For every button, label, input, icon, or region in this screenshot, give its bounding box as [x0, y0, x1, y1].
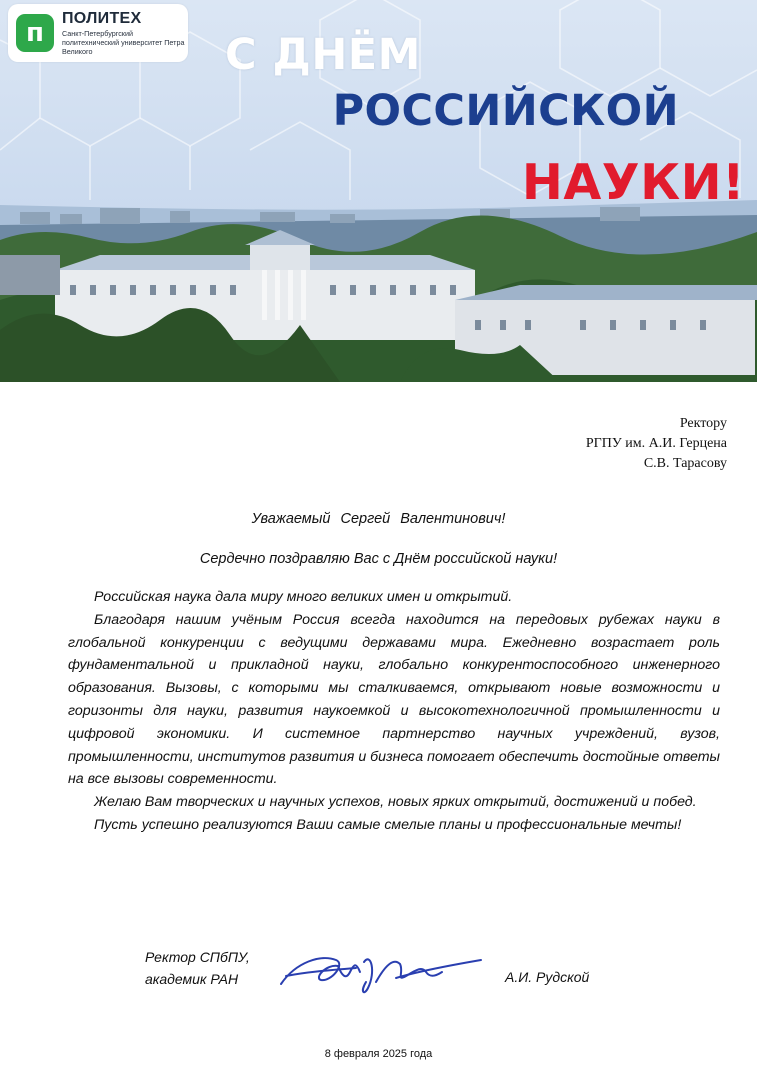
signatory-title-line-2: академик РАН — [145, 971, 239, 987]
signatory-title-line-1: Ректор СПбПУ, — [145, 949, 250, 965]
signatory-title — [145, 946, 250, 990]
recipient-line-3: С.В. Тарасову — [643, 456, 727, 471]
header-banner — [0, 0, 757, 382]
heading-line-2: РОССИЙСКОЙ — [332, 86, 679, 136]
greeting: Сердечно поздравляю Вас с Днём российской науки! — [199, 551, 558, 567]
handwritten-signature — [276, 942, 486, 1002]
paragraph: Российская наука дала миру много великих имен и открытий. — [94, 589, 513, 605]
letter-date: 8 февраля 2025 года — [324, 1048, 433, 1060]
letter-text — [68, 586, 720, 837]
logo-name: ПОЛИТЕХ — [62, 10, 142, 27]
paragraph: Благодаря нашим учёным Россия всегда находится на передовых рубежах науки в глобальной конкуренции с ведущими державами мира. Ежедневно возрастает роль фундаментальной и прикладной науки, глобально конкурентоспособного инженерного образования. Вызовы, с которыми мы сталкиваемся, открывают новые возможности и горизонты для науки, развития наукоемкой и высокотехнологичной промышленности и цифровой экономики. И системное партнерство научных учреждений, вузов, промышленности, институтов развития и бизнеса помогает обеспечить достойные ответы на все вызовы современности. — [68, 611, 720, 788]
heading-line-1: С ДНЁМ — [225, 30, 421, 80]
polytech-logo-icon: ᴨ — [16, 14, 54, 52]
university-logo — [8, 4, 188, 62]
paragraph: Пусть успешно реализуются Ваши самые смелые планы и профессиональные мечты! — [94, 816, 682, 833]
paragraph: Желаю Вам творческих и научных успехов, новых ярких открытий, достижений и побед. — [94, 794, 697, 811]
recipient-line-2: РГПУ им. А.И. Герцена — [585, 436, 727, 451]
signatory-name: А.И. Рудской — [505, 969, 590, 985]
logo-subtitle: Санкт-Петербургский политехнический университет Петра Великого — [62, 29, 185, 56]
letter-body — [0, 382, 757, 1080]
salutation: Уважаемый Сергей Валентинович! — [251, 511, 506, 527]
recipient-line-1: Ректору — [679, 416, 727, 431]
heading-line-3: НАУКИ! — [521, 154, 745, 211]
